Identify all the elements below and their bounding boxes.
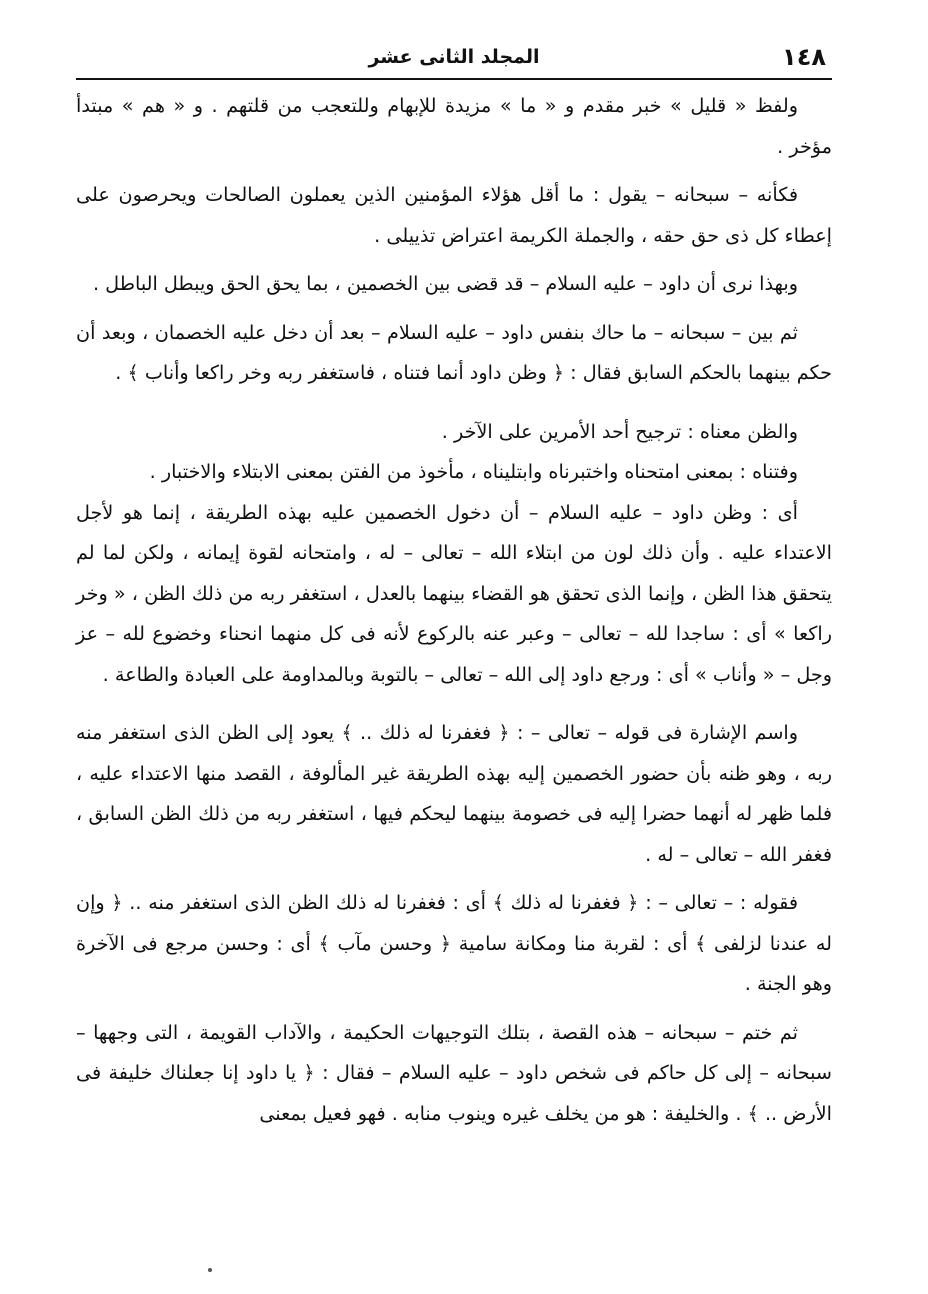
paragraph: فكأنه – سبحانه – يقول : ما أقل هؤلاء المؤمنين الذين يعملون الصالحات ويحرصون على إعطاء كل ذى حق حقه ، والجملة الكريمة اعتراض تذييلى . bbox=[76, 183, 832, 247]
paragraph-gap bbox=[76, 167, 832, 175]
body-text bbox=[76, 86, 832, 1134]
header-rule bbox=[76, 78, 832, 80]
paragraph: وبهذا نرى أن داود – عليه السلام – قد قضى بين الخصمين ، بما يحق الحق ويبطل الباطل . bbox=[92, 272, 798, 295]
running-title: المجلد الثانى عشر bbox=[368, 46, 540, 68]
paragraph: واسم الإشارة فى قوله – تعالى – : ﴿ فغفرنا له ذلك .. ﴾ يعود إلى الظن الذى استغفر منه ربه ، وهو ظنه بأن حضور الخصمين إليه بهذه الطريقة غير المألوفة ، القصد منها الاعتداء عليه ، فلما ظهر له أنهما حضرا إليه فى خصومة بينهما ليحكم فيها ، استغفر ربه من ذلك الظن السابق ، فغفر الله – تعالى – له . bbox=[76, 721, 832, 866]
paragraph-gap bbox=[76, 695, 832, 713]
page-number: ١٤٨ bbox=[782, 43, 826, 71]
paragraph: ولفظ « قليل » خبر مقدم و « ما » مزيدة للإبهام وللتعجب من قلتهم . و « هم » مبتدأ مؤخر . bbox=[76, 94, 832, 158]
paragraph: فقوله : – تعالى – : ﴿ فغفرنا له ذلك ﴾ أى : فغفرنا له ذلك الظن الذى استغفر منه .. ﴿ وإن له عندنا لزلفى ﴾ أى : لقربة منا ومكانة سامية ﴿ وحسن مآب ﴾ أى : وحسن مرجع فى الآخرة وهو الجنة . bbox=[76, 891, 832, 995]
paragraph: أى : وظن داود – عليه السلام – أن دخول الخصمين عليه بهذه الطريقة ، إنما هو لأجل الاعتداء عليه . وأن ذلك لون من ابتلاء الله – تعالى – له ، وامتحانه لقوة إيمانه ، ولكن لما لم يتحقق هذا الظن ، وإنما الذى تحقق هو القضاء بينهما بالعدل ، استغفر ربه من ذلك الظن ، « وخر راكعا » أى : ساجدا لله – تعالى – وعبر عنه بالركوع لأنه فى كل منهما انحناء وخضوع لله – عز وجل – « وأناب » أى : ورجع داود إلى الله – تعالى – بالتوبة وبالمداومة على العبادة والطاعة . bbox=[76, 500, 832, 686]
paragraph: والظن معناه : ترجيح أحد الأمرين على الآخر . bbox=[441, 419, 798, 443]
paragraph-gap bbox=[76, 1005, 832, 1013]
paragraph-gap bbox=[76, 256, 832, 264]
paragraph-gap bbox=[76, 305, 832, 313]
document-page bbox=[76, 36, 832, 1134]
paragraph: ثم ختم – سبحانه – هذه القصة ، بتلك التوجيهات الحكيمة ، والآداب القويمة ، التى وجهها – سبحانه – إلى كل حاكم فى شخص داود – عليه السلام – فقال : ﴿ يا داود إنا جعلناك خليفة فى الأرض .. ﴾ . والخليفة : هو من يخلف غيره وينوب منابه . فهو فعيل بمعنى bbox=[76, 1020, 832, 1125]
paragraph: ثم بين – سبحانه – ما حاك بنفس داود – عليه السلام – بعد أن دخل عليه الخصمان ، وبعد أن حكم بينهما بالحكم السابق فقال : ﴿ وظن داود أنما فتناه ، فاستغفر ربه وخر راكعا وأناب ﴾ . bbox=[76, 320, 832, 384]
paragraph: وفتناه : بمعنى امتحناه واختبرناه وابتليناه ، مأخوذ من الفتن بمعنى الابتلاء والاختبار . bbox=[149, 460, 798, 483]
scan-speck bbox=[208, 1268, 212, 1272]
paragraph-gap bbox=[76, 394, 832, 412]
page-header bbox=[76, 36, 832, 72]
paragraph-gap bbox=[76, 875, 832, 883]
